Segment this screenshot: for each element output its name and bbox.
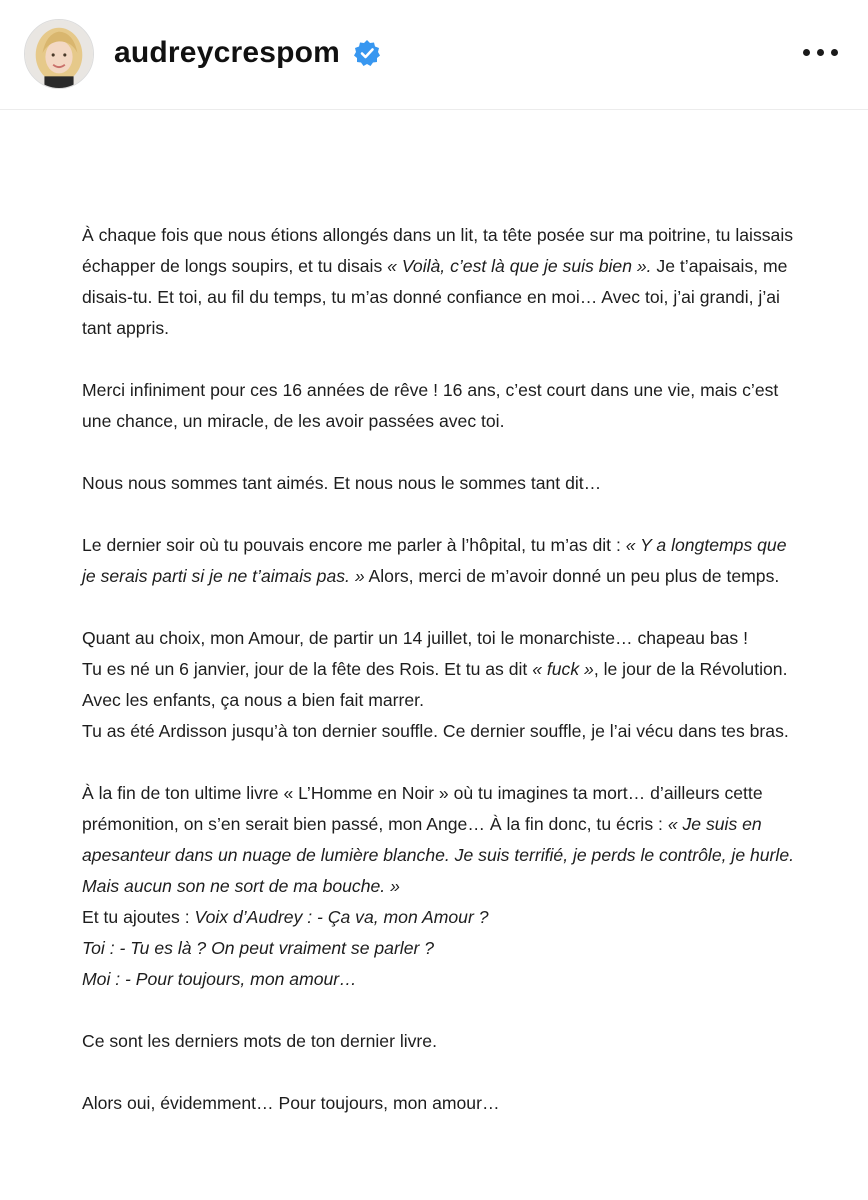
quote: Toi : - Tu es là ? On peut vraiment se parler ? [82,938,435,958]
paragraph [82,468,822,499]
text-line: Alors oui, évidemment… Pour toujours, mon amour… [82,1093,500,1113]
verified-badge-icon [353,39,381,67]
quote: Mais aucun son ne sort de ma bouche. » [82,876,400,896]
quote: Moi : - Pour toujours, mon amour… [82,969,357,989]
text-line: Tu es né un 6 janvier, jour de la fête des Rois. Et tu as dit « fuck », le jour de la Révolution. [82,659,788,679]
avatar-photo-icon [25,20,93,88]
text-line: prémonition, on s’en serait bien passé, mon Ange… À la fin donc, tu écris : « Je suis en [82,814,762,834]
text-line: Merci infiniment pour ces 16 années de rêve ! 16 ans, c’est court dans une vie, mais c’est [82,380,779,400]
text-line: Et tu ajoutes : Voix d’Audrey : - Ça va, mon Amour ? [82,907,489,927]
quote: Voix d’Audrey : - Ça va, mon Amour ? [194,907,489,927]
username[interactable]: audreycrespom [114,36,341,69]
text-line: Nous nous sommes tant aimés. Et nous nous le sommes tant dit… [82,473,602,493]
quote: « Voilà, c’est là que je suis bien ». [387,256,652,276]
text-line: Quant au choix, mon Amour, de partir un 14 juillet, toi le monarchiste… chapeau bas ! [82,628,749,648]
paragraph [82,623,822,747]
paragraph [82,1088,822,1119]
text-line: tant appris. [82,318,170,338]
text-line: À la fin de ton ultime livre « L’Homme en Noir » où tu imagines ta mort… d’ailleurs cette [82,783,763,803]
paragraph [82,530,822,592]
text-line: échapper de longs soupirs, et tu disais « Voilà, c’est là que je suis bien ». Je t’apaisais, me [82,256,788,276]
post-header [0,0,868,110]
text-line: Tu as été Ardisson jusqu’à ton dernier souffle. Ce dernier souffle, je l’ai vécu dans tes bras. [82,721,789,741]
text-line: disais-tu. Et toi, au fil du temps, tu m’as donné confiance en moi… Avec toi, j’ai grandi, j’ai [82,287,780,307]
text-line: Le dernier soir où tu pouvais encore me parler à l’hôpital, tu m’as dit : « Y a longtemps que [82,535,787,555]
text-line: je serais parti si je ne t’aimais pas. » Alors, merci de m’avoir donné un peu plus de temps. [82,566,780,586]
paragraph [82,778,822,995]
text-line: une chance, un miracle, de les avoir passées avec toi. [82,411,505,431]
quote: je serais parti si je ne t’aimais pas. » [82,566,365,586]
paragraph [82,220,822,344]
paragraph [82,375,822,437]
post-text [82,220,822,1119]
quote: « fuck » [532,659,594,679]
text-line: Ce sont les derniers mots de ton dernier livre. [82,1031,437,1051]
text-line: À chaque fois que nous étions allongés dans un lit, ta tête posée sur ma poitrine, tu laissais [82,225,794,245]
quote: « Y a longtemps que [625,535,787,555]
avatar[interactable] [24,19,94,89]
more-options-icon[interactable] [800,40,840,66]
text-line: Avec les enfants, ça nous a bien fait marrer. [82,690,424,710]
quote: « Je suis en [667,814,762,834]
paragraph [82,1026,822,1057]
quote: apesanteur dans un nuage de lumière blanche. Je suis terrifié, je perds le contrôle, je hurle. [82,845,794,865]
